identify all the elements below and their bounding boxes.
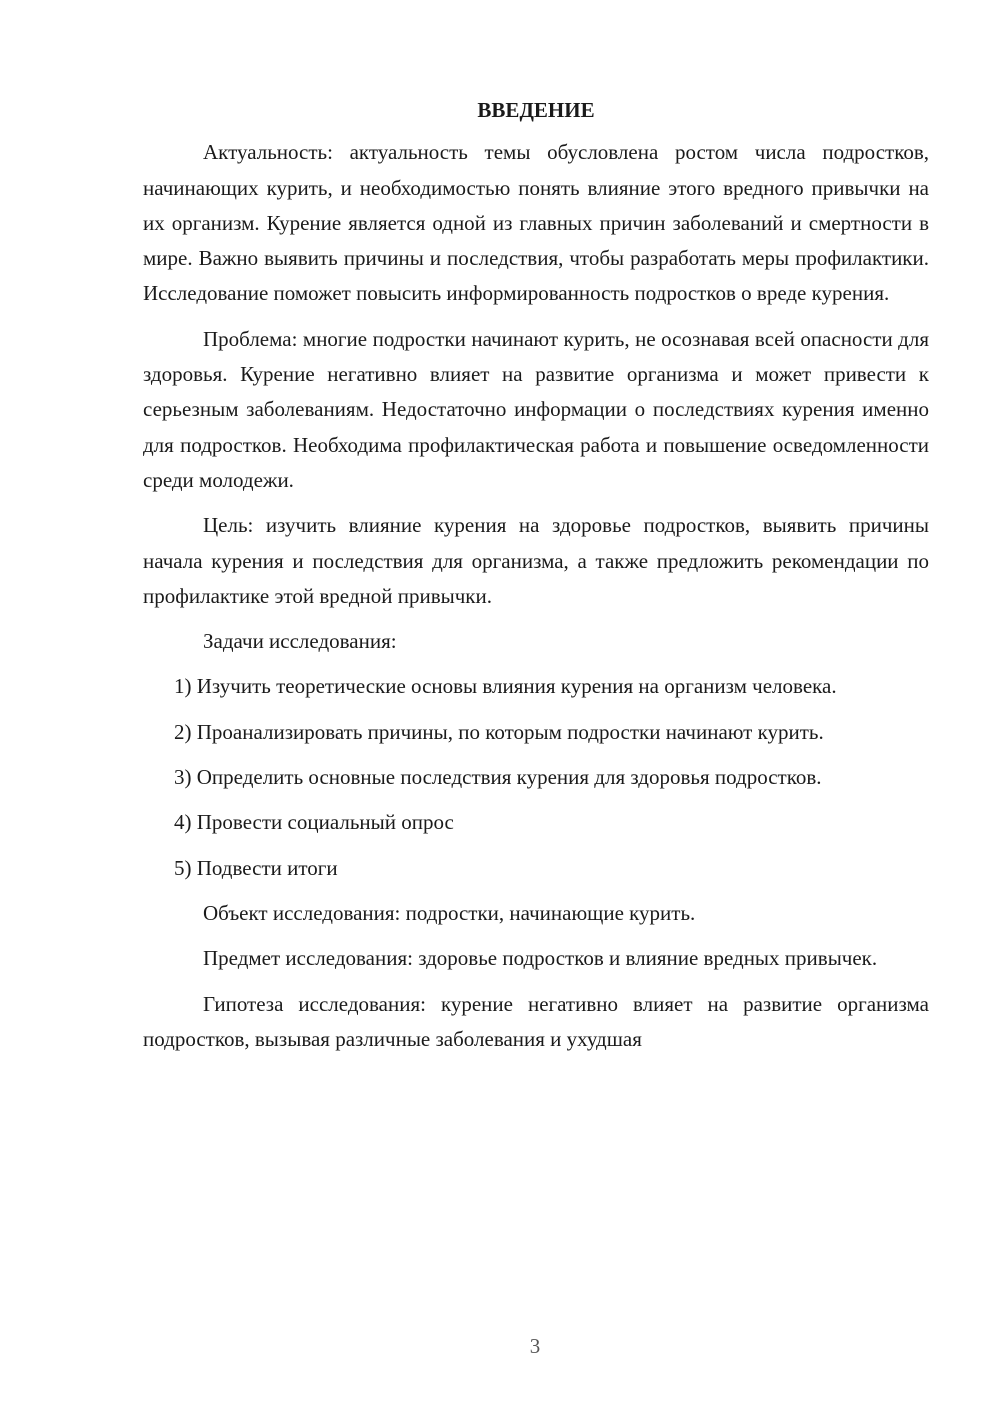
document-page: [143, 93, 929, 1057]
paragraph-object: Объект исследования: подростки, начинающие курить.: [203, 900, 696, 925]
tasks-title: Задачи исследования:: [203, 629, 397, 654]
paragraph-relevance: Актуальность: актуальность темы обусловлена ростом числа подростков, начинающих курить, и необходимостью понять влияние этого вредного привычки на их организм. Курение является одной из главных причин заболеваний и смертности в мире. Важно выявить причины и последствия, чтобы разработать меры профилактики. Исследование поможет повысить информированность подростков о вреде курения.: [143, 140, 929, 306]
page-number: 3: [529, 1334, 541, 1358]
task-item-1: 1) Изучить теоретические основы влияния курения на организм человека.: [174, 674, 837, 699]
paragraph-hypothesis: Гипотеза исследования: курение негативно влияет на развитие организма подростков, вызывая различные заболевания и ухудшая: [143, 991, 929, 1051]
page-title: ВВЕДЕНИЕ: [477, 98, 595, 122]
paragraph-subject: Предмет исследования: здоровье подростков и влияние вредных привычек.: [203, 946, 878, 971]
task-item-3: 3) Определить основные последствия курения для здоровья подростков.: [174, 765, 822, 790]
paragraph-goal: Цель: изучить влияние курения на здоровье подростков, выявить причины начала курения и последствия для организма, а также предложить рекомендации по профилактике этой вредной привычки.: [143, 513, 929, 608]
task-item-5: 5) Подвести итоги: [174, 855, 338, 880]
task-item-4: 4) Провести социальный опрос: [174, 810, 454, 835]
task-item-2: 2) Проанализировать причины, по которым подростки начинают курить.: [174, 719, 824, 744]
paragraph-problem: Проблема: многие подростки начинают курить, не осознавая всей опасности для здоровья. Курение негативно влияет на развитие организма и может привести к серьезным заболеваниям. Недостаточно информации о последствиях курения именно для подростков. Необходима профилактическая работа и повышение осведомленности среди молодежи.: [143, 326, 929, 492]
